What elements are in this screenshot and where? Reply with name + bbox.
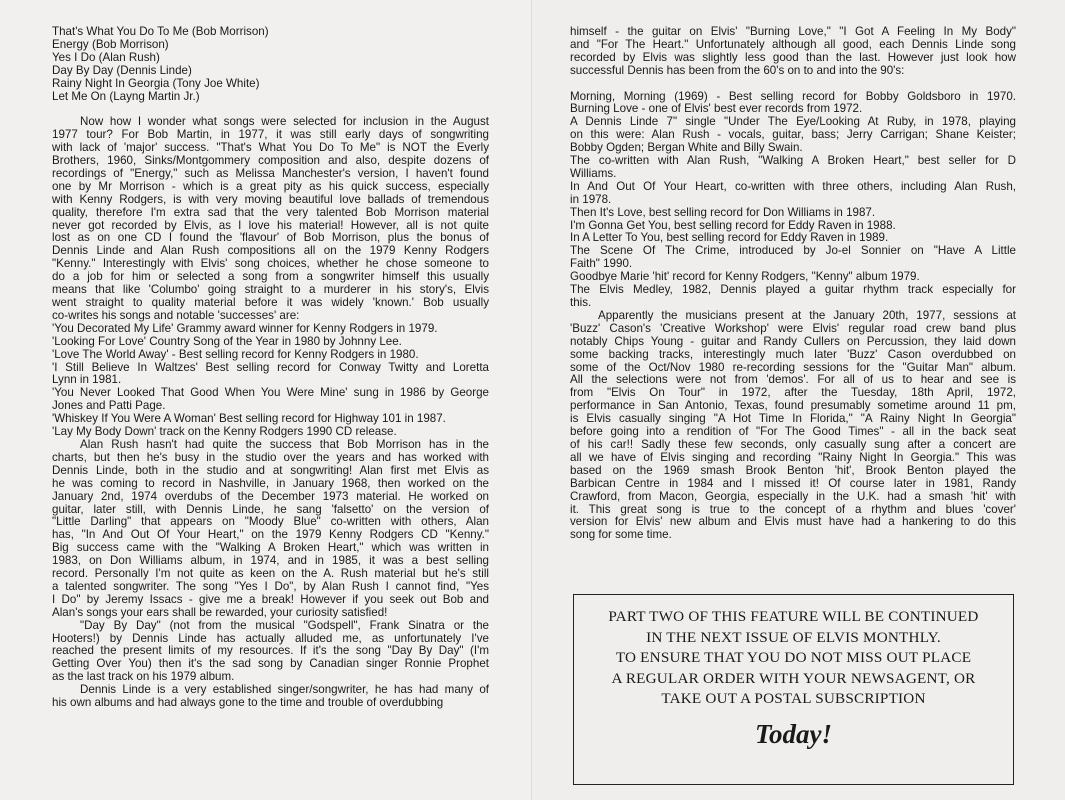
text-line: Morning, Morning (1969) - Best selling record for Bobby Goldsboro in 1970. xyxy=(570,90,1016,103)
text-line: Now how I wonder what songs were selected for inclusion in the August xyxy=(80,116,489,129)
text-line: reached the present limits of my resources. If it's the song "Day By Day" (I'm xyxy=(52,645,489,658)
text-line: co-writes his songs and notable 'successes' are: xyxy=(52,309,300,322)
text-line: it. This great song is true to the concept of a rhythm and blues 'cover' xyxy=(570,503,1016,516)
text-line: Alan Rush hasn't had quite the success that Bob Morrison has in the xyxy=(80,438,489,451)
text-line: Dennis Linde, both in the studio and at songwriting! Alan first met Elvis as xyxy=(52,464,489,477)
text-line: record. Personally I'm not quite as keen on the A. Rush material but he's still xyxy=(52,568,489,581)
promo-line: IN THE NEXT ISSUE OF ELVIS MONTHLY. xyxy=(646,628,941,646)
text-line: his own albums and had always gone to the time and trouble of overdubbing xyxy=(52,697,444,710)
promo-line: TO ENSURE THAT YOU DO NOT MISS OUT PLACE xyxy=(615,649,972,667)
text-line: In A Letter To You, best selling record for Eddy Raven in 1989. xyxy=(570,232,889,245)
text-line: Barbican Centre in 1984 and I missed it! Of course later in 1981, Randy xyxy=(570,477,1016,490)
text-line: Williams. xyxy=(570,167,617,180)
text-line: Jones and Patti Page. xyxy=(52,400,166,413)
text-line: "Kenny." Interestingly with Elvis' song choices, whether he chose someone to xyxy=(52,258,489,271)
text-line: from "Elvis On Tour" in 1972, after the Tuesday, 18th April, 1972, xyxy=(570,387,1016,400)
text-line: do a job for him or selected a song from a songwriter himself this usually xyxy=(52,271,489,284)
text-line: version for Elvis' new album and Elvis must have had a hankering to do this xyxy=(570,516,1016,529)
text-line: successful Dennis has been from the 60's on to and into the 90's: xyxy=(570,64,905,77)
text-line: a talented songwriter. The song "Yes I Do", by Alan Rush I cannot find, "Yes xyxy=(52,580,489,593)
text-line: some backing tracks, interestingly much later 'Buzz' Cason overdubbed on xyxy=(570,348,1016,361)
text-line: means that like 'Columbo' going straight to a murderer in his story's, Elvis xyxy=(52,284,489,297)
text-line: performance in San Antonio, Texas, found presumably sometime around 11 pm, xyxy=(570,400,1016,413)
text-line: Brothers, 1960, Sinks/Montgommery composition and also, despite dozens of xyxy=(52,155,489,168)
promo-today: Today! xyxy=(754,718,832,749)
text-line: charts, but then he's busy in the studio over the years and has worked with xyxy=(52,451,489,464)
text-line: Alan's songs your ears shall be rewarded, your curiosity satisfied! xyxy=(52,606,388,619)
right-page xyxy=(533,0,1065,800)
text-line: Rainy Night In Georgia (Tony Joe White) xyxy=(52,77,260,90)
blank-line xyxy=(570,78,1016,91)
text-line: recorded by Elvis was slightly less good than the last. However just look how xyxy=(570,51,1016,64)
text-line: Then It's Love, best selling record for Don Williams in 1987. xyxy=(570,206,876,219)
promo-text xyxy=(574,595,1013,710)
text-line: 'Whiskey If You Were A Woman' Best selling record for Highway 101 in 1987. xyxy=(52,413,446,426)
text-line: himself - the guitar on Elvis' "Burning Love," "I Got A Feeling In My Body" xyxy=(570,26,1016,38)
text-line: The Elvis Medley, 1982, Dennis played a guitar rhythm track especially for xyxy=(570,284,1016,297)
text-line: 1983, on Don Williams album, in 1974, and in 1985, it was a best selling xyxy=(52,555,489,568)
text-line: some of the Oct/Nov 1980 re-recording sessions for the "Guitar Man" album. xyxy=(570,361,1016,374)
text-line: Goodbye Marie 'hit' record for Kenny Rodgers, "Kenny" album 1979. xyxy=(570,271,920,284)
text-line: That's What You Do To Me (Bob Morrison) xyxy=(52,26,269,38)
text-line: Big success came with the "Walking A Broken Heart," which was written in xyxy=(52,542,489,555)
text-line: 'Love The World Away' - Best selling record for Kenny Rodgers in 1980. xyxy=(52,348,419,361)
text-line: All the selections were not from 'demos'. For all of us to hear and see is xyxy=(570,374,1016,387)
text-line: with lack of 'major' success. "That's What You Do To Me" is NOT the Everly xyxy=(52,142,489,155)
text-line: Dennis Linde is a very established singer/songwriter, he has had many of xyxy=(80,684,489,697)
text-line: 'Buzz' Cason's 'Creative Workshop' were Elvis' regular road crew band plus xyxy=(570,322,1016,335)
text-line: as the last track on his 1979 album. xyxy=(52,671,235,684)
text-line: Getting Over You) then it's the sad song by Canadian singer Ronnie Prophet xyxy=(52,658,489,671)
text-line: he was coming to record in Nashville, in January 1968, then worked on the xyxy=(52,477,489,490)
right-column-text xyxy=(570,26,1016,542)
promo-line: PART TWO OF THIS FEATURE WILL BE CONTINUED xyxy=(608,608,979,625)
subscription-promo-box xyxy=(573,594,1014,785)
text-line: A Dennis Linde 7" single "Under The Eye/Looking At Ruby, in 1978, playing xyxy=(570,116,1016,129)
text-line: "Day By Day" (not from the musical "Godspell", Frank Sinatra or the xyxy=(80,619,489,632)
text-line: on this were: Alan Rush - vocals, guitar, bass; Jerry Carrigan; Shane Keister; xyxy=(570,129,1016,142)
text-line: 'You Decorated My Life' Grammy award winner for Kenny Rodgers in 1979. xyxy=(52,322,438,335)
left-page xyxy=(0,0,532,800)
text-line: is Elvis casually singing "A Hot Time In Florida," "A Rainy Night In Georgia" xyxy=(570,413,1016,426)
text-line: notably Chips Young - guitar and Randy Cullers on Percussion, they laid down xyxy=(570,335,1016,348)
text-line: went straight to quality material before it was widely 'known.' Bob usually xyxy=(52,297,489,310)
text-line: and "For The Heart." Unfortunately although all good, each Dennis Linde song xyxy=(570,38,1016,51)
text-line: "Little Darling" that appears on "Moody Blue" co-written with others, Alan xyxy=(52,516,489,529)
text-line: before going into a rendition of "For The Good Times" - all in the back seat xyxy=(570,426,1016,439)
text-line: I Do" by Jeremy Issacs - give me a break! However if you seek out Bob and xyxy=(52,593,489,606)
text-line: has, "In And Out Of Your Heart," on the 1979 Kenny Rodgers CD "Kenny." xyxy=(52,529,489,542)
text-line: with Kenny Rodgers, is with very moving beautiful love ballads of tremendous xyxy=(52,193,489,206)
text-line: song for some time. xyxy=(570,529,672,542)
text-line: Faith" 1990. xyxy=(570,258,633,271)
text-line: 1977 tour? For Bob Martin, in 1977, it was still early days of songwriting xyxy=(52,129,489,142)
text-line: one by Mr Morrison - which is a great pity as his quick success, especially xyxy=(52,180,489,193)
text-line: 'Looking For Love' Country Song of the Year in 1980 by Johnny Lee. xyxy=(52,335,402,348)
text-line: Apparently the musicians present at the January 20th, 1977, sessions at xyxy=(598,309,1016,322)
text-line: Crawford, from Macon, Georgia, especially in the U.K. had a smash 'hit' with xyxy=(570,490,1016,503)
text-line: recordings of "Energy," such as Melissa Manchester's version, I haven't found xyxy=(52,167,489,180)
text-line: never got recorded by Elvis, as I love his material! However, all is not quite xyxy=(52,219,489,232)
text-line: all we have of Elvis singing and recording "Rainy Night In Georgia." This was xyxy=(570,451,1016,464)
text-line: quality, therefore I'm extra sad that the very talented Bob Morrison material xyxy=(52,206,489,219)
text-line: Day By Day (Dennis Linde) xyxy=(52,64,192,77)
text-line: The Scene Of The Crime, introduced by Jo-el Sonnier on "Have A Little xyxy=(570,245,1016,258)
text-line: 'You Never Looked That Good When You Were Mine' sung in 1986 by George xyxy=(52,387,489,400)
text-line: based on the 1969 smash Brook Benton 'hit', Brook Benton played the xyxy=(570,464,1016,477)
text-line: Burning Love - one of Elvis' best ever records from 1972. xyxy=(570,103,863,116)
text-line: 'Lay My Body Down' track on the Kenny Rodgers 1990 CD release. xyxy=(52,426,397,439)
text-line: this. xyxy=(570,297,592,310)
text-line: Dennis Linde and Alan Rush compositions all on the 1979 Kenny Rodgers xyxy=(52,245,489,258)
left-column-text xyxy=(52,26,489,710)
text-line: 'I Still Believe In Waltzes' Best selling record for Conway Twitty and Loretta xyxy=(52,361,489,374)
blank-line xyxy=(52,103,489,116)
text-line: January 2nd, 1974 overdubs of the December 1973 material. He worked on xyxy=(52,490,489,503)
text-line: guitar, later still, with Dennis Linde, he sang 'falsetto' on the version of xyxy=(52,503,489,516)
text-line: Energy (Bob Morrison) xyxy=(52,38,169,51)
text-line: The co-written with Alan Rush, "Walking A Broken Heart," best seller for D xyxy=(570,155,1016,168)
text-line: Let Me On (Layng Martin Jr.) xyxy=(52,90,200,103)
text-line: Bobby Ogden; Bergan White and Billy Swain. xyxy=(570,142,803,155)
text-line: Lynn in 1981. xyxy=(52,374,122,387)
text-line: Hooters!) by Dennis Linde has actually alluded me, as unfortunately I've xyxy=(52,632,489,645)
promo-line: TAKE OUT A POSTAL SUBSCRIPTION xyxy=(661,690,926,708)
text-line: Yes I Do (Alan Rush) xyxy=(52,51,160,64)
text-line: lost as on one CD I found the 'flavour' of Bob Morrison, plus the bonus of xyxy=(52,232,489,245)
text-line: of his car!! Sadly these few seconds, only casually sung after a concert are xyxy=(570,438,1016,451)
promo-line: A REGULAR ORDER WITH YOUR NEWSAGENT, OR xyxy=(611,669,976,687)
text-line: in 1978. xyxy=(570,193,612,206)
text-line: I'm Gonna Get You, best selling record for Eddy Raven in 1988. xyxy=(570,219,896,232)
text-line: In And Out Of Your Heart, co-written with three others, including Alan Rush, xyxy=(570,180,1016,193)
